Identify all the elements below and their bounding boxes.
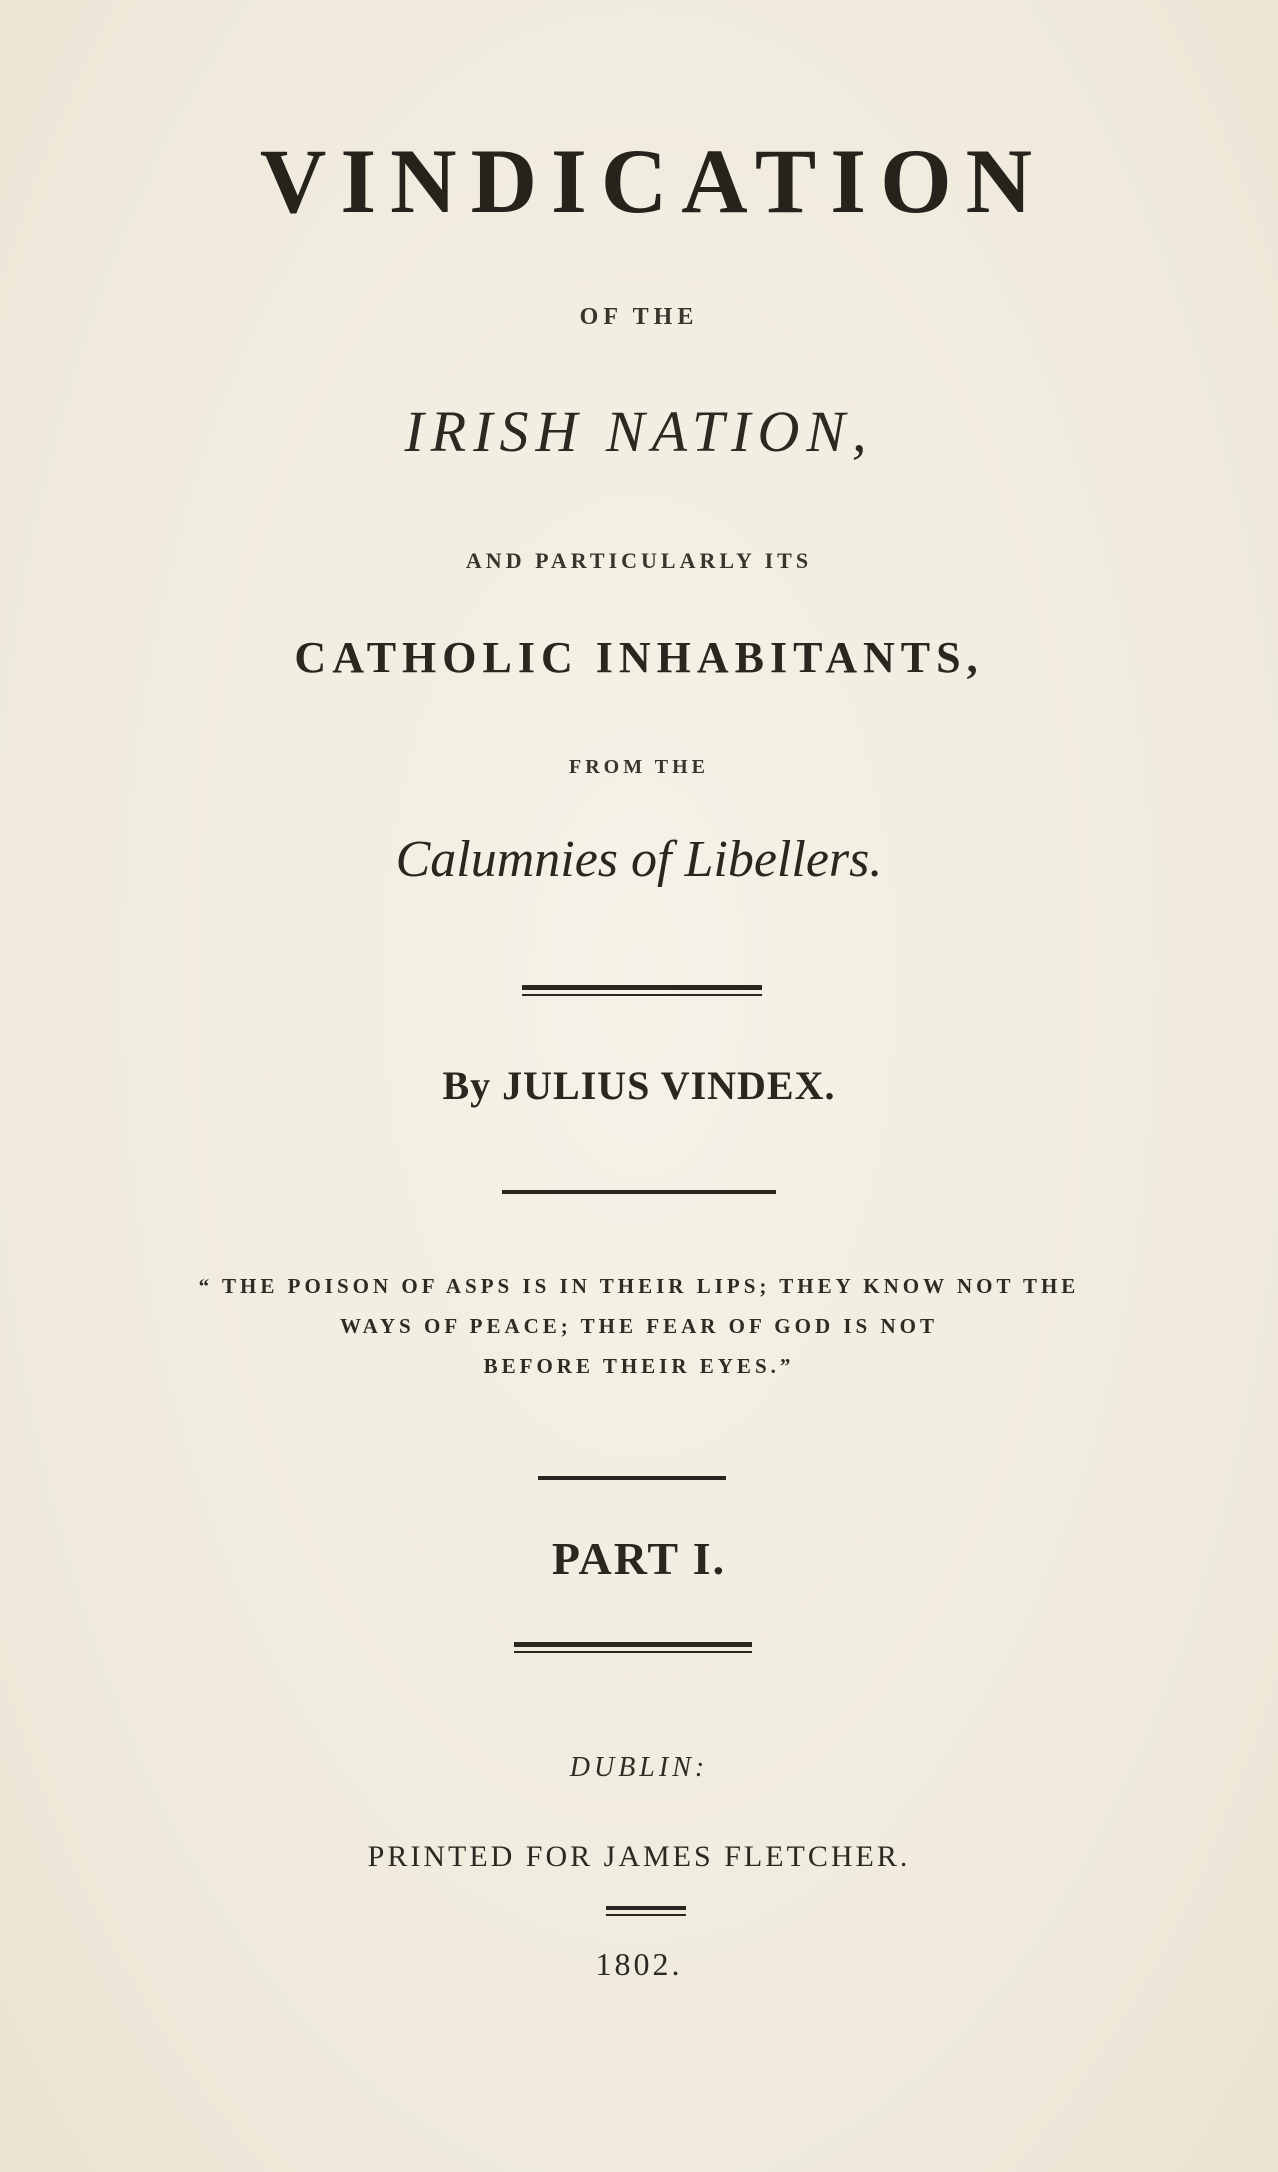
book-title: VINDICATION	[259, 130, 1047, 232]
epigraph-line-1: “ THE POISON OF ASPS IS IN THEIR LIPS; THEY KNOW NOT THE	[198, 1274, 1080, 1298]
imprint-printer: PRINTED FOR JAMES FLETCHER.	[367, 1840, 911, 1873]
particularly-line: AND PARTICULARLY ITS	[465, 548, 813, 573]
imprint-year: 1802.	[595, 1946, 683, 1982]
part-heading: PART I.	[551, 1533, 727, 1584]
author-line: By JULIUS VINDEX.	[442, 1063, 836, 1108]
imprint-place: DUBLIN:	[569, 1752, 709, 1783]
calumnies-line: Calumnies of Libellers.	[395, 831, 883, 888]
epigraph-line-3: BEFORE THEIR EYES.”	[483, 1354, 795, 1378]
from-the-line: FROM THE	[569, 756, 709, 778]
epigraph-line-2: WAYS OF PEACE; THE FEAR OF GOD IS NOT	[339, 1314, 938, 1338]
of-the-line: OF THE	[579, 304, 699, 330]
subject-line: IRISH NATION,	[404, 399, 874, 464]
inhabitants-line: CATHOLIC INHABITANTS,	[294, 633, 984, 682]
